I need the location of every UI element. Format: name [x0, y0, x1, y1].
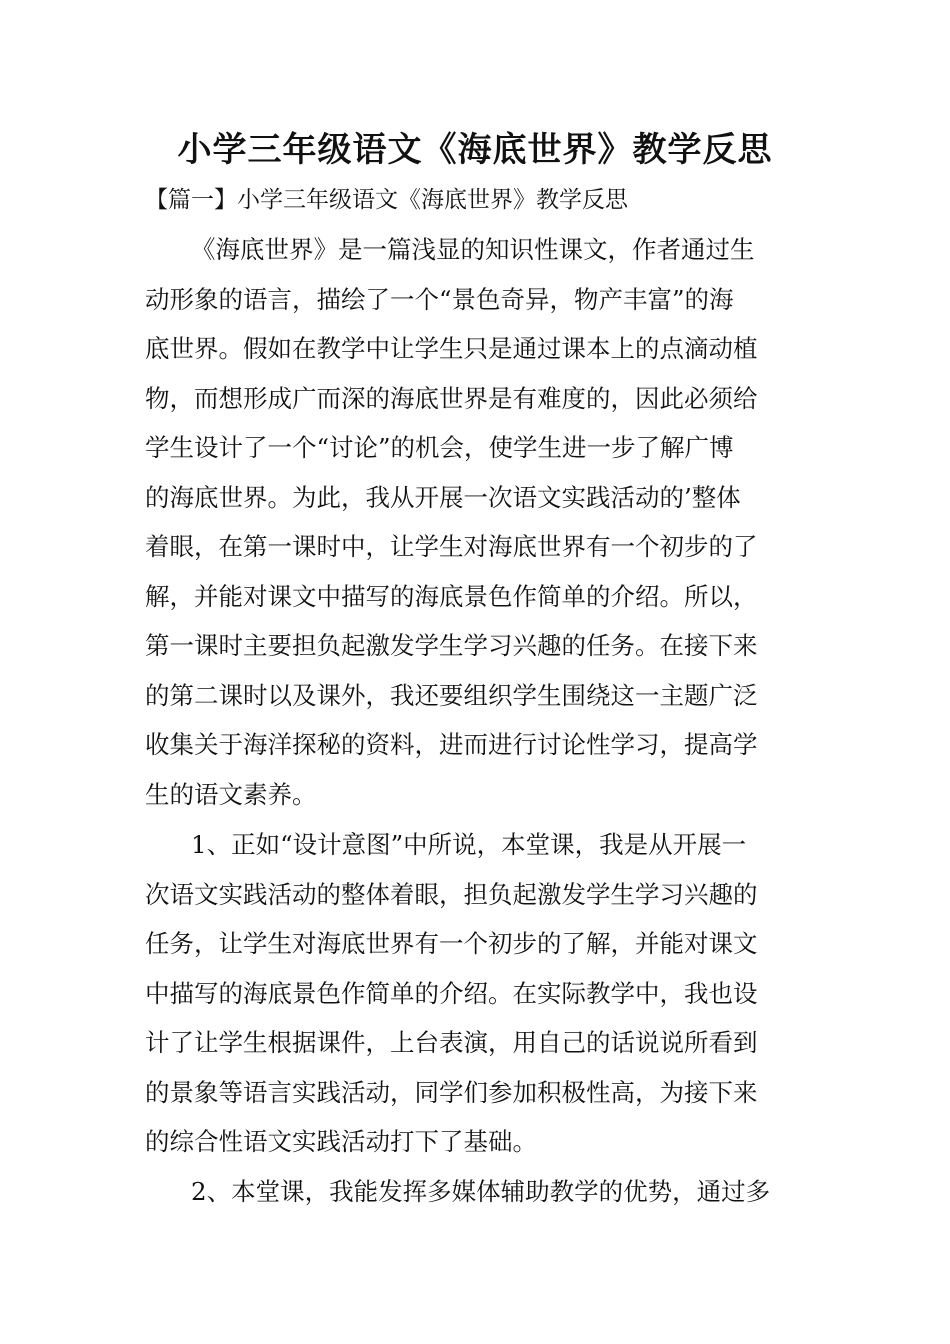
paragraph-line: 计了让学生根据课件，上台表演，用自己的话说说所看到 [145, 1028, 758, 1057]
paragraph-line: 收集关于海洋探秘的资料，进而进行讨论性学习，提高学 [145, 730, 758, 759]
paragraph-point-1 [145, 820, 815, 1167]
paragraph-line: 学生设计了一个“讨论”的机会，使学生进一步了解广博 [145, 433, 734, 462]
paragraph-line: 底世界。假如在教学中让学生只是通过课本上的点滴动植 [145, 334, 758, 363]
paragraph-point-2 [145, 1167, 815, 1217]
paragraph-line: 解，并能对课文中描写的海底景色作简单的介绍。所以， [145, 581, 758, 611]
paragraph-line: 第一课时主要担负起激发学生学习兴趣的任务。在接下来 [145, 631, 758, 660]
paragraph-line: 2、本堂课，我能发挥多媒体辅助教学的优势，通过多 [191, 1177, 771, 1206]
paragraph-line: 1、正如“设计意图”中所说，本堂课，我是从开展一 [191, 830, 747, 859]
paragraph-intro [145, 225, 815, 819]
paragraph-line: 的第二课时以及课外，我还要组织学生围绕这一主题广泛 [145, 680, 758, 710]
section-heading: 【篇一】小学三年级语文《海底世界》教学反思 [145, 187, 628, 213]
paragraph-line: 中描写的海底景色作简单的介绍。在实际教学中，我也设 [145, 978, 758, 1008]
paragraph-line: 的海底世界。为此，我从开展一次语文实践活动的’整体 [145, 482, 741, 512]
paragraph-line: 的综合性语文实践活动打下了基础。 [145, 1127, 537, 1156]
paragraph-line: 《海底世界》是一篇浅显的知识性课文，作者通过生 [191, 235, 755, 264]
document-title: 小学三年级语文《海底世界》教学反思 [177, 130, 773, 170]
paragraph-line: 生的语文素养。 [145, 779, 317, 809]
paragraph-line: 物，而想形成广而深的海底世界是有难度的，因此必须给 [145, 383, 758, 413]
paragraph-line: 任务，让学生对海底世界有一个初步的了解，并能对课文 [145, 929, 758, 958]
paragraph-line: 动形象的语言，描绘了一个“景色奇异，物产丰富”的海 [145, 284, 734, 314]
paragraph-line: 次语文实践活动的整体着眼，担负起激发学生学习兴趣的 [145, 879, 758, 909]
paragraph-line: 的景象等语言实践活动，同学们参加积极性高，为接下来 [145, 1077, 758, 1107]
paragraph-line: 着眼，在第一课时中，让学生对海底世界有一个初步的了 [145, 532, 758, 561]
